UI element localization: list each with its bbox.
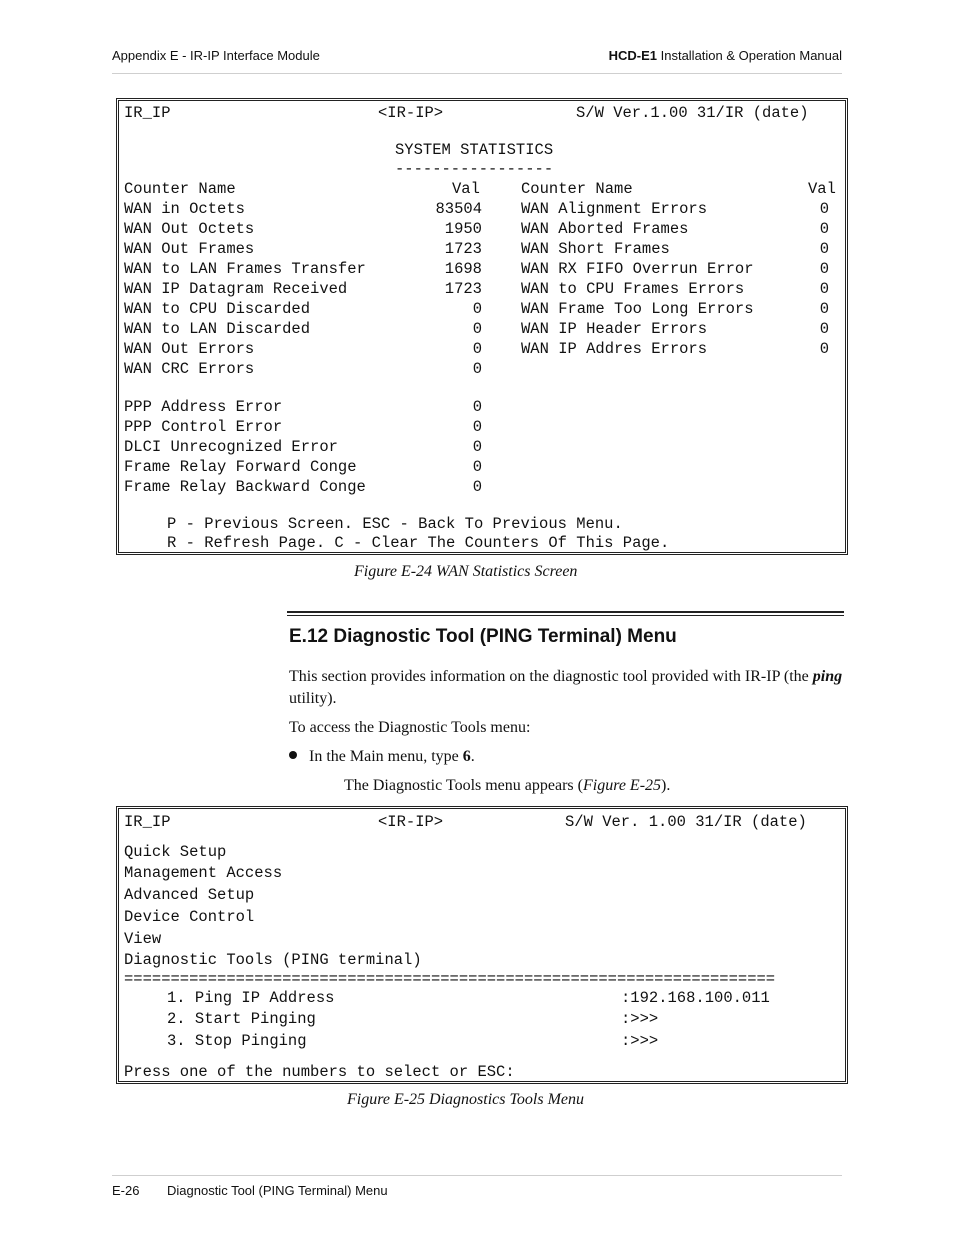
counter-name: WAN Out Frames [124, 240, 255, 258]
running-header-left: Appendix E - IR-IP Interface Module [112, 48, 320, 63]
screen-title-version: S/W Ver.1.00 31/IR (date) [576, 104, 809, 122]
counter-value: 0 [819, 200, 829, 218]
counter-value: 0 [472, 438, 482, 456]
counter-name: WAN Alignment Errors [521, 200, 708, 218]
counter-value: 1698 [444, 260, 482, 278]
counter-value: 1723 [444, 280, 482, 298]
selection-prompt: Press one of the numbers to select or ESC: [124, 1063, 515, 1081]
counter-name: WAN to CPU Discarded [124, 300, 311, 318]
screen-title-left: IR_IP [124, 813, 171, 831]
menu-item-view[interactable]: View [124, 930, 162, 948]
counter-name: WAN to LAN Frames Transfer [124, 260, 366, 278]
left-column-header-val: Val [452, 180, 480, 198]
counter-value: 0 [819, 320, 829, 338]
counter-value: 0 [819, 280, 829, 298]
ping-utility-name: ping [812, 668, 843, 685]
figure-caption-e25: Figure E-25 Diagnostics Tools Menu [347, 1091, 585, 1108]
counter-name: WAN to CPU Frames Errors [521, 280, 745, 298]
left-column-header-name: Counter Name [124, 180, 236, 198]
footer-divider [112, 1175, 842, 1176]
menu-item-diagnostic-tools[interactable]: Diagnostic Tools (PING terminal) [124, 951, 422, 969]
intro-paragraph: This section provides information on the diagnostic tool provided with IR-IP (the ping utility). [289, 668, 843, 707]
option-ping-ip-address[interactable]: 1. Ping IP Address [167, 989, 335, 1007]
counter-value: 83504 [435, 200, 482, 218]
counter-name: PPP Address Error [124, 398, 283, 416]
menu-item-device-control[interactable]: Device Control [124, 908, 255, 926]
manual-title: Installation & Operation Manual [657, 48, 842, 63]
counter-name: WAN Out Errors [124, 340, 255, 358]
figure-reference: Figure E-25 [582, 777, 662, 794]
counter-name: WAN Aborted Frames [521, 220, 689, 238]
counter-value: 0 [472, 360, 482, 378]
counter-name: WAN IP Addres Errors [521, 340, 708, 358]
counter-name: Frame Relay Forward Conge [124, 458, 357, 476]
access-instruction: To access the Diagnostic Tools menu: [289, 719, 531, 736]
navigation-hint-refresh: R - Refresh Page. C - Clear The Counters Of This Page. [167, 534, 670, 552]
right-column-header-name: Counter Name [521, 180, 633, 198]
bullet-dot-icon [289, 751, 297, 759]
page-number: E-26 [112, 1183, 140, 1198]
section-divider [287, 611, 844, 613]
counter-value: 0 [472, 340, 482, 358]
option-stop-pinging[interactable]: 3. Stop Pinging [167, 1032, 307, 1050]
counter-name: WAN CRC Errors [124, 360, 255, 378]
stop-pinging-value: :>>> [621, 1032, 659, 1050]
diagnostic-tools-screen [116, 806, 848, 1084]
counter-value: 0 [819, 260, 829, 278]
menu-separator: ====================================================================== [124, 970, 776, 988]
counter-name: DLCI Unrecognized Error [124, 438, 338, 456]
counter-value: 1723 [444, 240, 482, 258]
result-note: The Diagnostic Tools menu appears (Figure E-25). [344, 777, 671, 794]
header-divider [112, 73, 842, 74]
menu-item-advanced-setup[interactable]: Advanced Setup [124, 886, 255, 904]
counter-name: Frame Relay Backward Conge [124, 478, 366, 496]
right-column-header-val: Val [808, 180, 836, 198]
screen-title-mid: <IR-IP> [378, 104, 444, 122]
counter-value: 0 [472, 458, 482, 476]
counter-name: WAN to LAN Discarded [124, 320, 311, 338]
statistics-heading: SYSTEM STATISTICS [395, 141, 554, 159]
manual-product-name: HCD-E1 [608, 48, 657, 63]
counter-value: 0 [472, 300, 482, 318]
option-start-pinging[interactable]: 2. Start Pinging [167, 1010, 316, 1028]
running-header-right [609, 48, 842, 63]
screen-title-version: S/W Ver. 1.00 31/IR (date) [565, 813, 807, 831]
counter-value: 0 [472, 478, 482, 496]
screen-title-left: IR_IP [124, 104, 171, 122]
footer-section-title: Diagnostic Tool (PING Terminal) Menu [167, 1183, 388, 1198]
section-divider-thin [287, 615, 844, 616]
wan-statistics-screen [116, 98, 848, 555]
start-pinging-value: :>>> [621, 1010, 659, 1028]
counter-value: 0 [819, 300, 829, 318]
counter-name: WAN IP Datagram Received [124, 280, 348, 298]
navigation-hint-previous: P - Previous Screen. ESC - Back To Previous Menu. [167, 515, 623, 533]
counter-value: 0 [819, 240, 829, 258]
counter-name: WAN RX FIFO Overrun Error [521, 260, 754, 278]
statistics-heading-underline: ----------------- [395, 160, 554, 178]
counter-name: WAN IP Header Errors [521, 320, 708, 338]
counter-value: 0 [472, 398, 482, 416]
counter-name: WAN Frame Too Long Errors [521, 300, 754, 318]
counter-name: PPP Control Error [124, 418, 283, 436]
bullet-step: In the Main menu, type 6. [289, 748, 475, 766]
menu-item-management-access[interactable]: Management Access [124, 864, 283, 882]
counter-name: WAN in Octets [124, 200, 245, 218]
counter-value: 0 [472, 320, 482, 338]
ping-ip-address-value: :192.168.100.011 [621, 989, 770, 1007]
menu-key: 6 [462, 748, 471, 765]
counter-name: WAN Out Octets [124, 220, 255, 238]
menu-item-quick-setup[interactable]: Quick Setup [124, 843, 227, 861]
counter-value: 0 [819, 220, 829, 238]
screen-title-mid: <IR-IP> [378, 813, 444, 831]
counter-name: WAN Short Frames [521, 240, 670, 258]
figure-caption-e24: Figure E-24 WAN Statistics Screen [354, 563, 578, 580]
counter-value: 0 [819, 340, 829, 358]
section-title: E.12 Diagnostic Tool (PING Terminal) Menu [289, 626, 677, 647]
counter-value: 1950 [444, 220, 482, 238]
counter-value: 0 [472, 418, 482, 436]
